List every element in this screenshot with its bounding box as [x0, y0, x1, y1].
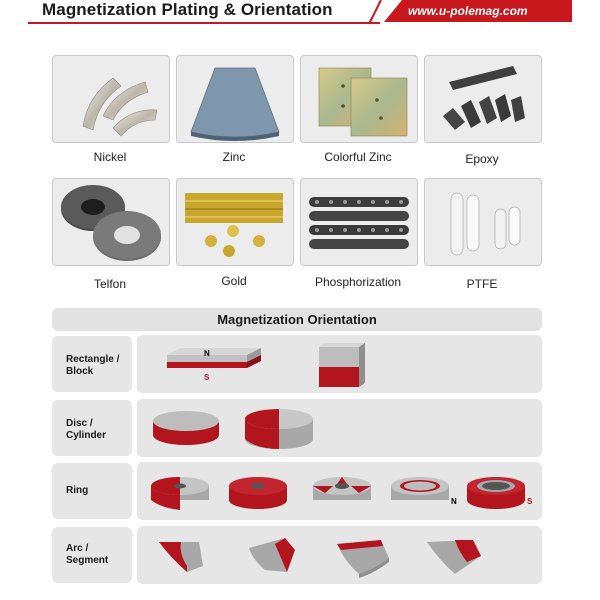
page-title: Magnetization Plating & Orientation [42, 0, 333, 19]
row-diagrams-rectangle [137, 335, 542, 393]
row-label-line: Ring [66, 485, 89, 496]
gold-cylinder-magnets-icon [177, 179, 293, 265]
website-link[interactable]: www.u-polemag.com [408, 4, 528, 18]
row-label-line: Block [66, 366, 94, 377]
row-label-line: Disc / [66, 418, 93, 429]
plating-caption: Gold [221, 274, 247, 288]
row-diagrams-ring [137, 462, 542, 520]
row-label-disc [52, 400, 132, 456]
colorful-zinc-block-magnets-icon [301, 56, 417, 142]
ring-magnetization-diagrams [137, 462, 542, 520]
arc-magnetization-diagrams [137, 526, 542, 584]
plating-caption: Phosphorization [314, 275, 402, 289]
row-label-line: Rectangle / [66, 354, 120, 365]
header-slash-divider [367, 0, 387, 26]
colorful-zinc-tile [300, 55, 418, 143]
plating-caption: Zinc [222, 150, 246, 164]
header-underline [28, 22, 380, 24]
row-label-line: Segment [66, 555, 109, 566]
row-label-line: Arc / [66, 543, 89, 554]
telfon-ring-magnets-icon [53, 179, 169, 265]
epoxy-block-magnets-icon [425, 56, 541, 142]
disc-magnetization-diagrams [137, 399, 542, 457]
plating-caption: Epoxy [465, 152, 499, 166]
plating-caption: Colorful Zinc [324, 150, 392, 164]
row-diagrams-arc [137, 526, 542, 584]
row-label-arc [52, 527, 132, 583]
south-pole-label: S [527, 497, 533, 506]
nickel-arc-magnets-icon [53, 56, 169, 142]
row-label-rectangle [52, 336, 132, 392]
ptfe-tile [424, 178, 542, 266]
plating-caption: PTFE [466, 277, 498, 291]
phosphorization-tile [300, 178, 418, 266]
nickel-tile [52, 55, 170, 143]
row-label-ring [52, 463, 132, 519]
south-pole-label: S [204, 373, 210, 382]
ptfe-cylinder-magnets-icon [425, 179, 541, 265]
epoxy-tile [424, 55, 542, 143]
zinc-tile [176, 55, 294, 143]
plating-caption: Telfon [93, 277, 127, 291]
row-label-line: Cylinder [66, 430, 107, 441]
north-pole-label: N [451, 497, 457, 506]
rectangle-magnetization-diagrams [137, 335, 542, 393]
orientation-title: Magnetization Orientation [52, 308, 542, 331]
phosphorized-ring-magnets-icon [301, 179, 417, 265]
plating-caption: Nickel [93, 150, 127, 164]
row-diagrams-disc [137, 399, 542, 457]
zinc-arc-magnet-icon [177, 56, 293, 142]
north-pole-label: N [204, 349, 210, 358]
telfon-tile [52, 178, 170, 266]
gold-tile [176, 178, 294, 266]
